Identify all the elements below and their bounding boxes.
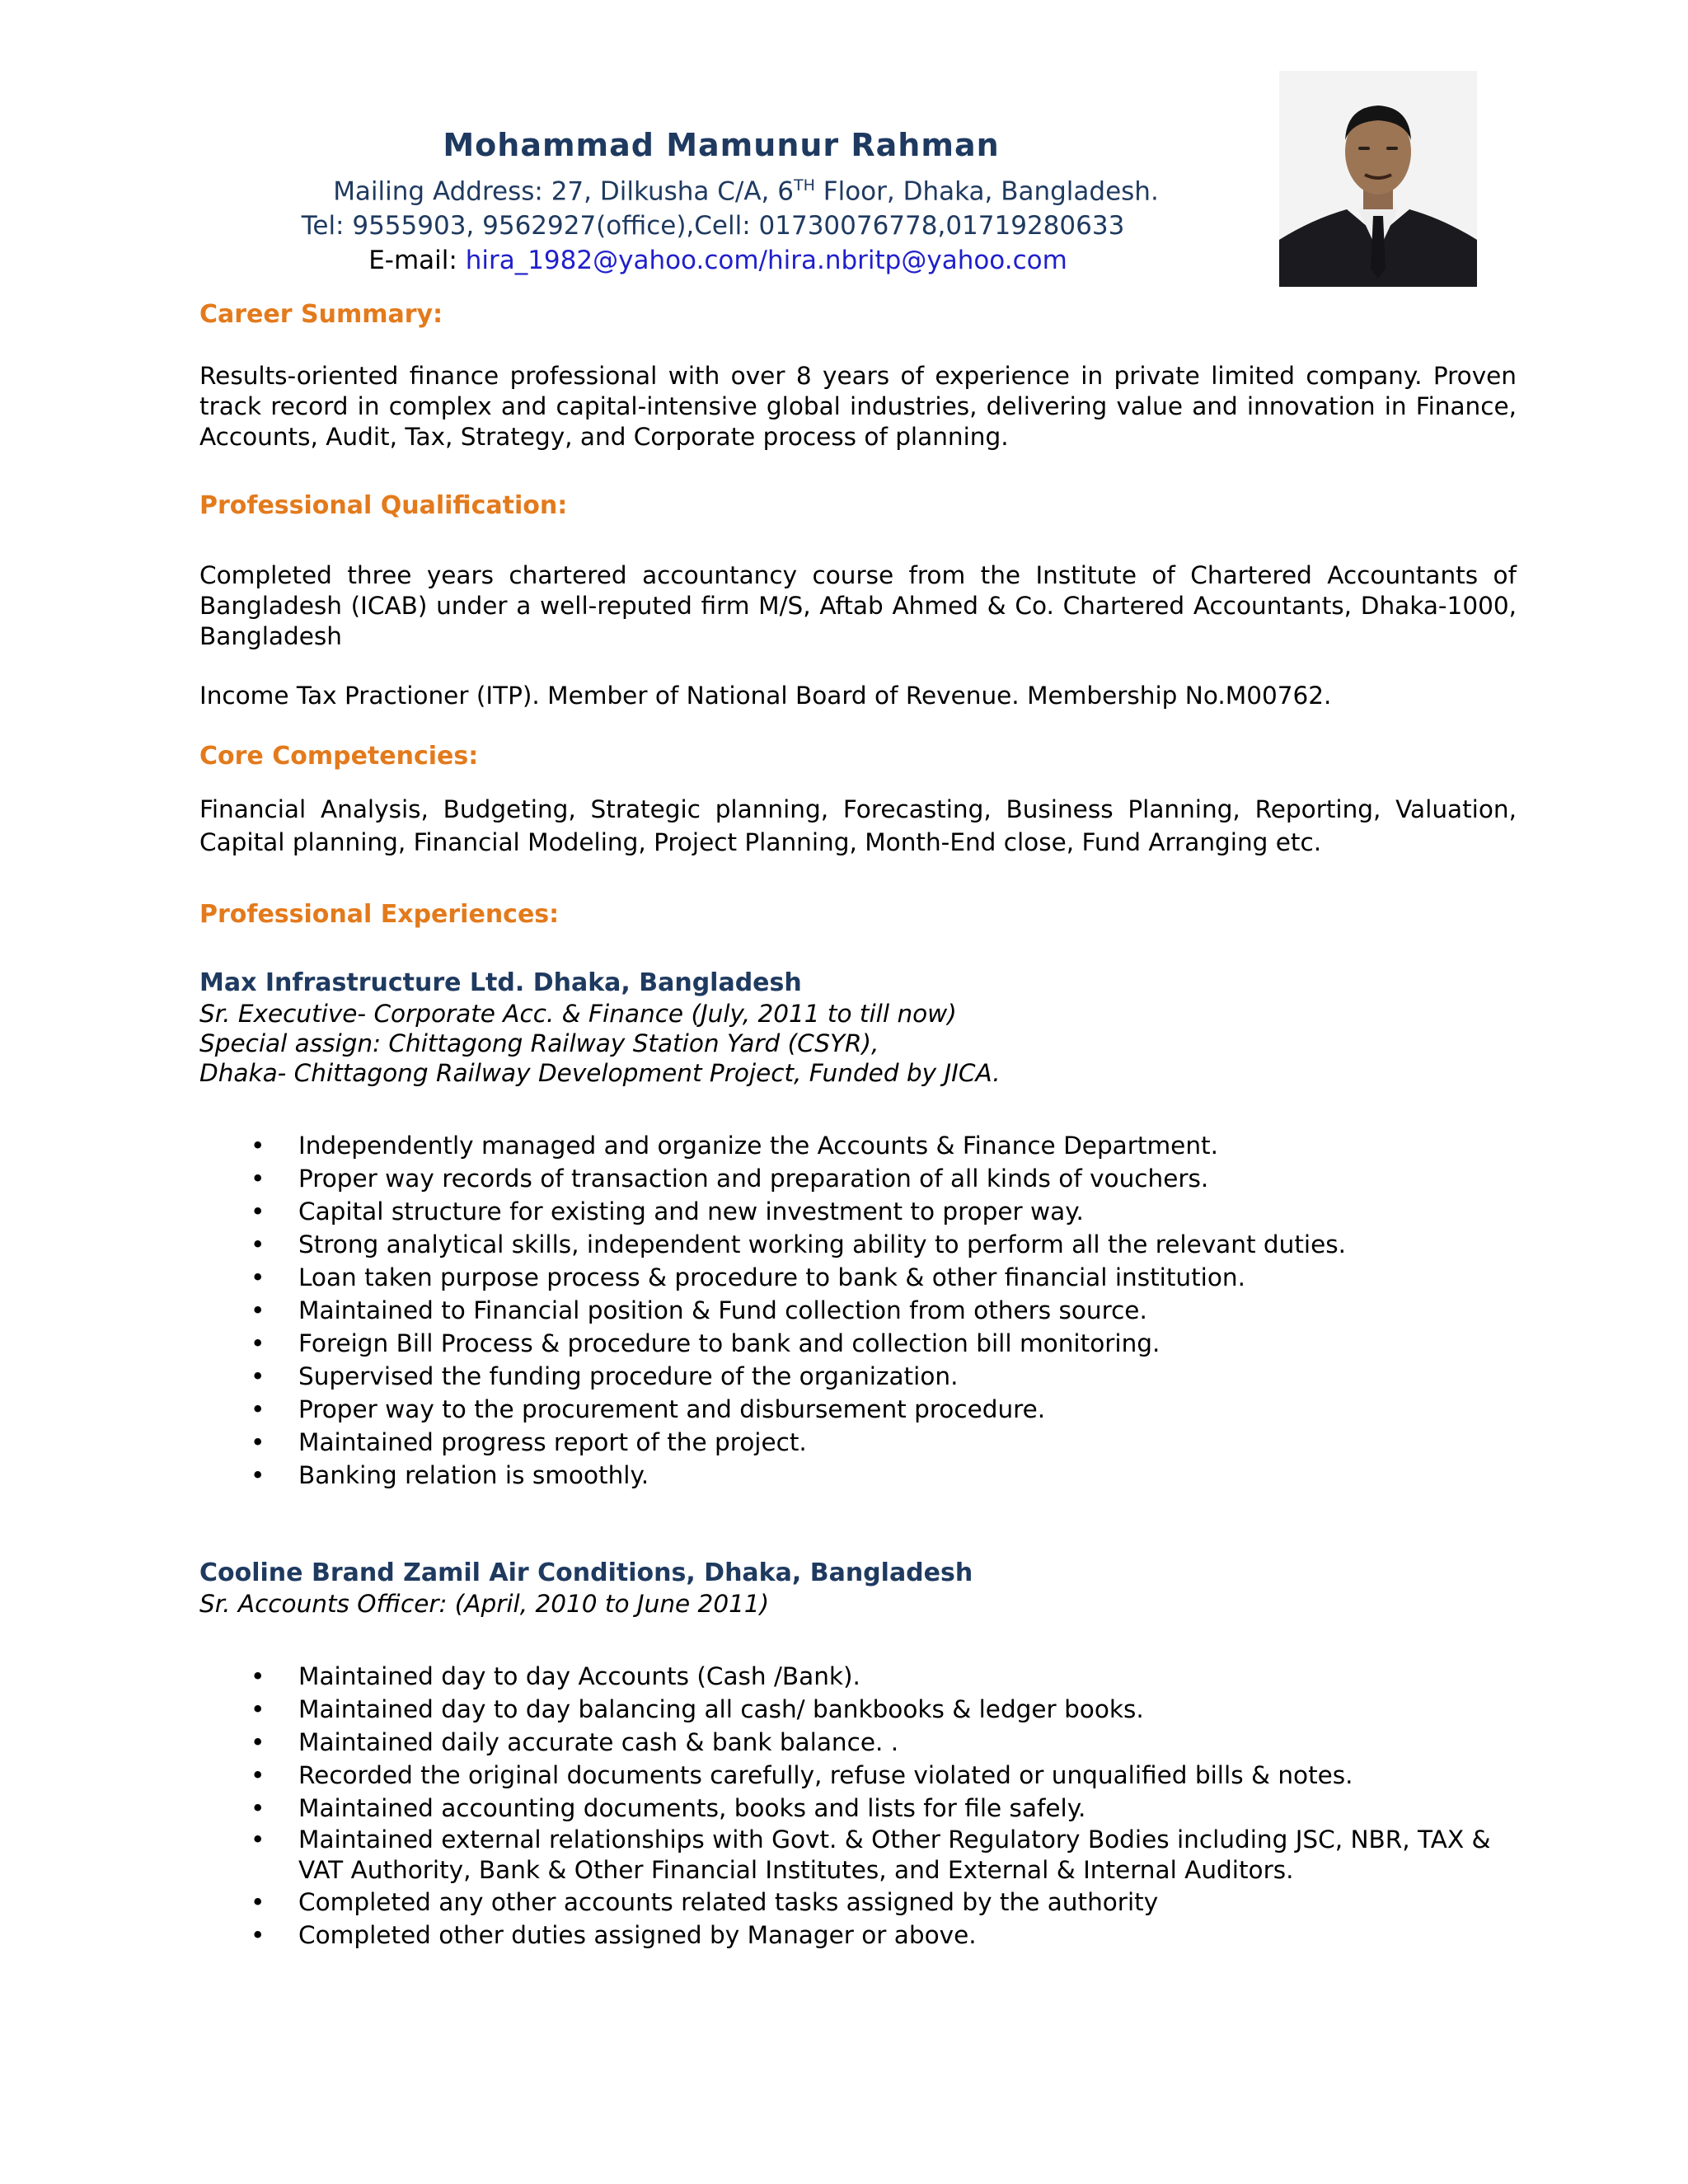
list-item	[199, 1327, 1517, 1360]
job-role-line: Special assign: Chittagong Railway Station Yard (CSYR),	[199, 1029, 879, 1057]
career-summary-text: Results-oriented finance professional with over 8 years of experience in private limited company. Proven track record in complex and capital-intensive global industries, delivering value and innovation in Finance, Accounts, Audit, Tax, Strategy, and Corporate process of planning.	[199, 362, 1517, 451]
portrait-image	[1279, 71, 1477, 287]
duty-text: Completed other duties assigned by Manager or above.	[298, 1921, 977, 1949]
duty-text: Proper way records of transaction and preparation of all kinds of vouchers.	[298, 1165, 1209, 1193]
qualification-body	[199, 560, 1517, 652]
mailing-address	[247, 168, 1245, 209]
list-item	[199, 1886, 1517, 1919]
bullet-dot-icon: •	[251, 1230, 265, 1258]
bullet-dot-icon: •	[251, 1461, 265, 1489]
list-item	[199, 1195, 1517, 1228]
bullet-dot-icon: •	[251, 1362, 265, 1390]
duty-text: Maintained to Financial position & Fund collection from others source.	[298, 1296, 1147, 1324]
list-item	[199, 1759, 1517, 1792]
list-item	[199, 1792, 1517, 1825]
email-line	[191, 243, 1245, 278]
bullet-dot-icon: •	[251, 1329, 265, 1357]
list-item	[199, 1162, 1517, 1195]
address-suffix: Floor, Dhaka, Bangladesh.	[814, 176, 1159, 207]
bullet-dot-icon: •	[251, 1728, 265, 1756]
list-item	[199, 1228, 1517, 1261]
bullet-dot-icon: •	[251, 1761, 265, 1789]
bullet-dot-icon: •	[251, 1197, 265, 1226]
competencies-body	[199, 793, 1517, 859]
list-item	[199, 1360, 1517, 1393]
competencies-text: Financial Analysis, Budgeting, Strategic planning, Forecasting, Business Planning, Reporting, Valuation, Capital planning, Financial Modeling, Project Planning, Month-End close, Fund Arranging etc.	[199, 795, 1517, 856]
duty-text: Maintained external relationships with Govt. & Other Regulatory Bodies including JSC, NBR, TAX & VAT Authority, Bank & Other Financial Institutes, and External & Internal Auditors.	[298, 1825, 1491, 1884]
bullet-dot-icon: •	[251, 1395, 265, 1423]
duties-list	[199, 1129, 1517, 1492]
bullet-dot-icon: •	[251, 1428, 265, 1456]
telephone-line: Tel: 9555903, 9562927(office),Cell: 01730076778,01719280633	[301, 211, 1125, 241]
duty-text: Maintained day to day balancing all cash/ bankbooks & ledger books.	[298, 1695, 1144, 1723]
job-company: Max Infrastructure Ltd. Dhaka, Bangladesh	[199, 968, 802, 997]
portrait-photo	[1279, 71, 1477, 287]
bullet-dot-icon: •	[251, 1695, 265, 1723]
duty-text: Independently managed and organize the Accounts & Finance Department.	[298, 1132, 1218, 1160]
bullet-dot-icon: •	[251, 1921, 265, 1949]
qualification-text-2: Income Tax Practioner (ITP). Member of National Board of Revenue. Membership No.M00762.	[199, 682, 1332, 710]
job-role-line: Sr. Executive- Corporate Acc. & Finance (July, 2011 to till now)	[199, 1000, 957, 1028]
email-link[interactable]: hira_1982@yahoo.com/hira.nbritp@yahoo.com	[465, 246, 1067, 276]
job-2-duties	[199, 1660, 1517, 1952]
job-max-infrastructure	[199, 968, 1517, 1088]
bullet-dot-icon: •	[251, 1132, 265, 1160]
qualification-text-1: Completed three years chartered accountancy course from the Institute of Chartered Accountants of Bangladesh (ICAB) under a well-reputed firm M/S, Aftab Ahmed & Co. Chartered Accountants, Dhaka-1000, Bangladesh	[199, 561, 1517, 650]
duty-text: Recorded the original documents carefully, refuse violated or unqualified bills & notes.	[298, 1761, 1353, 1789]
list-item	[199, 1261, 1517, 1294]
competencies-section	[199, 740, 1517, 773]
bullet-dot-icon: •	[251, 1662, 265, 1690]
list-item	[199, 1726, 1517, 1759]
list-item	[199, 1693, 1517, 1726]
bullet-dot-icon: •	[251, 1165, 265, 1193]
list-item	[199, 1660, 1517, 1693]
duty-text: Maintained day to day Accounts (Cash /Bank).	[298, 1662, 860, 1690]
candidate-name: Mohammad Mamunur Rahman	[443, 127, 1000, 163]
duty-text: Proper way to the procurement and disbursement procedure.	[298, 1395, 1046, 1423]
career-summary-body	[199, 361, 1517, 452]
competencies-title: Core Competencies:	[199, 742, 479, 771]
list-item	[199, 1426, 1517, 1459]
bullet-dot-icon: •	[251, 1296, 265, 1324]
career-summary-title: Career Summary:	[199, 300, 443, 329]
list-item	[199, 1393, 1517, 1426]
address-prefix: Mailing Address: 27, Dilkusha C/A, 6	[333, 176, 794, 207]
bullet-dot-icon: •	[251, 1888, 265, 1916]
list-item	[199, 1919, 1517, 1952]
bullet-dot-icon: •	[251, 1263, 265, 1291]
duty-text: Strong analytical skills, independent working ability to perform all the relevant duties.	[298, 1230, 1346, 1258]
job-company: Cooline Brand Zamil Air Conditions, Dhaka, Bangladesh	[199, 1558, 973, 1587]
job-role-line: Sr. Accounts Officer: (April, 2010 to June 2011)	[199, 1590, 770, 1618]
qualification-title: Professional Qualification:	[199, 491, 568, 520]
duty-text: Capital structure for existing and new investment to proper way.	[298, 1197, 1084, 1226]
duty-text: Foreign Bill Process & procedure to bank and collection bill monitoring.	[298, 1329, 1160, 1357]
career-summary-section	[199, 298, 1517, 331]
list-item	[199, 1294, 1517, 1327]
list-item	[199, 1459, 1517, 1492]
duty-text: Completed any other accounts related tasks assigned by the authority	[298, 1888, 1159, 1916]
experience-section	[199, 898, 1517, 931]
duty-text: Maintained daily accurate cash & bank balance. .	[298, 1728, 899, 1756]
experience-title: Professional Experiences:	[199, 900, 560, 929]
qualification-section	[199, 490, 1517, 523]
duty-text: Maintained progress report of the project.	[298, 1428, 807, 1456]
bullet-dot-icon: •	[251, 1825, 265, 1854]
duties-list	[199, 1660, 1517, 1952]
bullet-dot-icon: •	[251, 1794, 265, 1822]
list-item	[199, 1129, 1517, 1162]
address-superscript: TH	[793, 176, 815, 194]
job-role-line: Dhaka- Chittagong Railway Development Project, Funded by JICA.	[199, 1059, 1001, 1087]
duty-text: Loan taken purpose process & procedure to bank & other financial institution.	[298, 1263, 1246, 1291]
duty-text: Maintained accounting documents, books and lists for file safely.	[298, 1794, 1086, 1822]
duty-text: Supervised the funding procedure of the organization.	[298, 1362, 959, 1390]
email-label: E-mail:	[368, 246, 466, 276]
qualification-body-2	[199, 681, 1517, 711]
duty-text: Banking relation is smoothly.	[298, 1461, 649, 1489]
resume-header	[198, 122, 1245, 278]
list-item	[199, 1825, 1517, 1886]
job-cooline-brand	[199, 1558, 1517, 1619]
job-1-duties	[199, 1129, 1517, 1492]
